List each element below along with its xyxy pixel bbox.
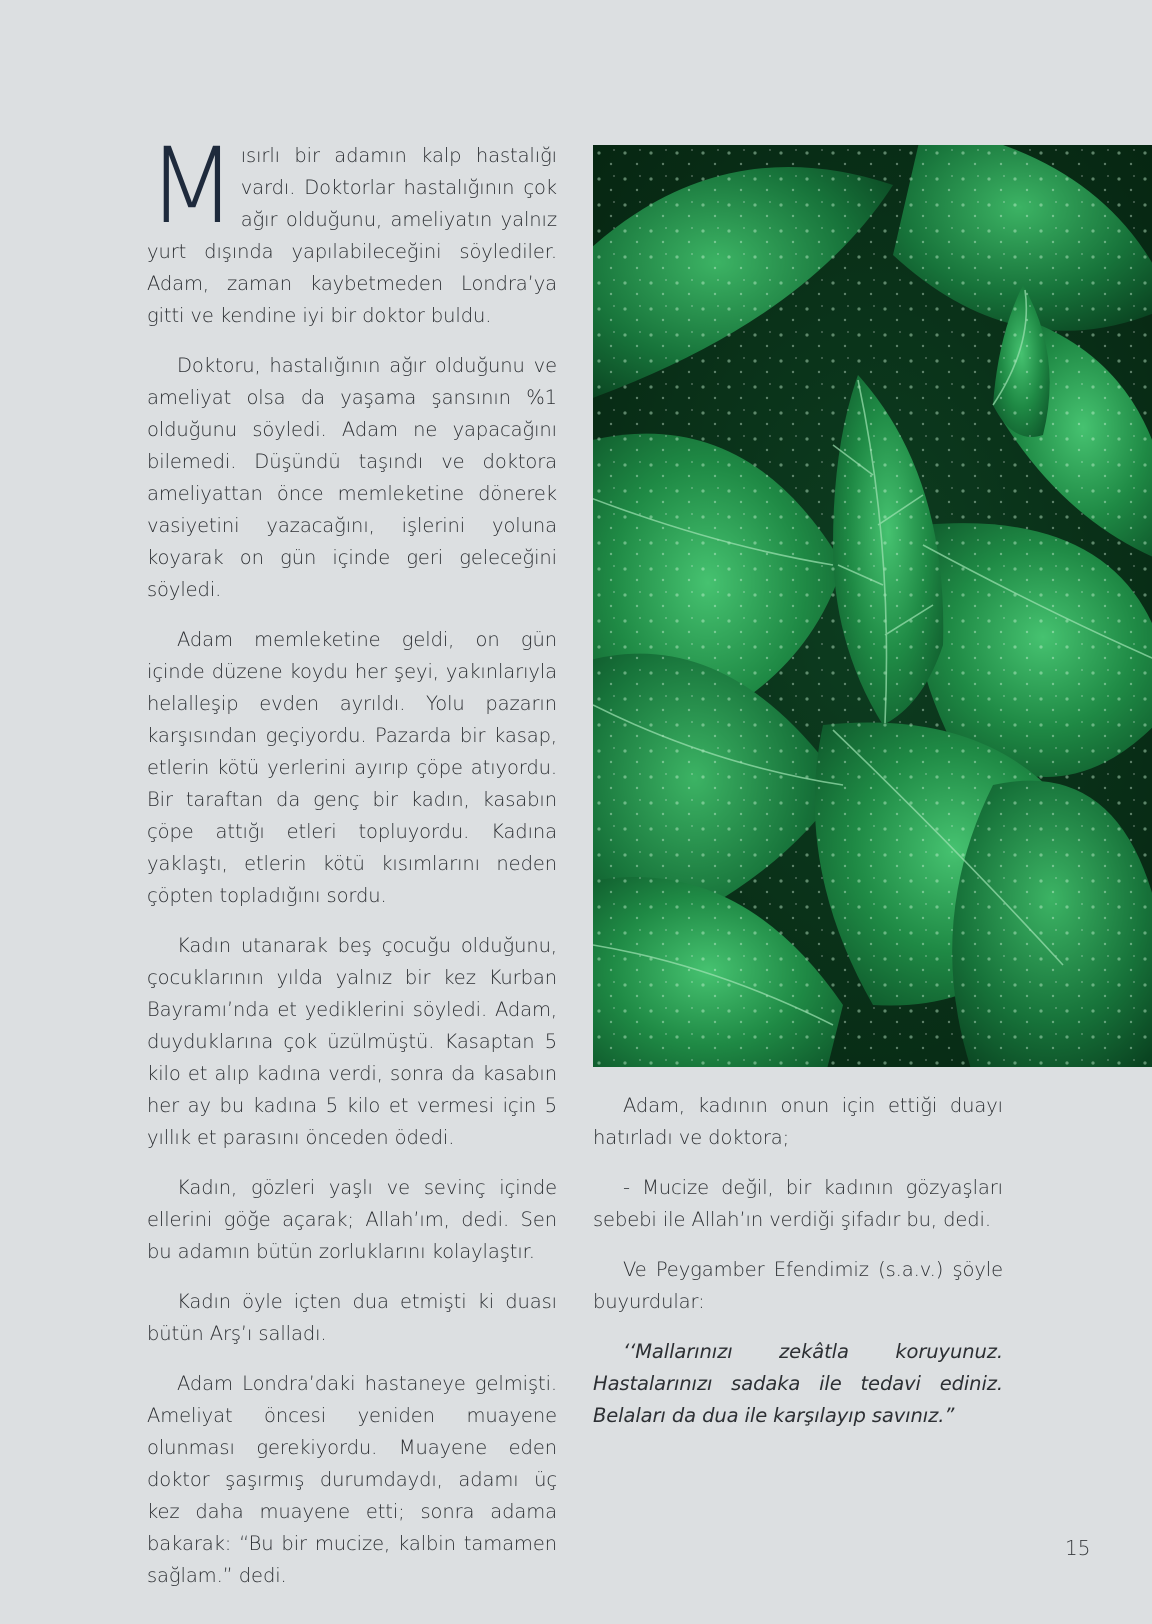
paragraph-3: Adam memleketine geldi, on gün içinde düzene koydu her şeyi, yakınlarıyla helalleşip evden ayrıldı. Yolu pazarın karşısından geçiyordu. Pazarda bir kasap, etlerin kötü yerlerini ayırıp çöpe atıyordu. Bir taraftan da genç bir kadın, kasabın çöpe attığı etleri topluyordu. Kadına yaklaştı, etlerin kötü kısımlarını neden çöpten topladığını sordu. (147, 628, 557, 907)
paragraph-10: Ve Peygamber Efendimiz (s.a.v.) şöyle buyurdular: (593, 1258, 1003, 1313)
paragraph-5: Kadın, gözleri yaşlı ve sevinç içinde ellerini göğe açarak; Allah’ım, dedi. Sen bu adamın bütün zorluklarını kolaylaştır. (147, 1176, 557, 1263)
hadith-quote: ‘‘Mallarınızı zekâtla koruyunuz. Hastalarınızı sadaka ile tedavi ediniz. Belaları da dua ile karşılayıp savınız.” (593, 1340, 1003, 1427)
paragraph-9: - Mucize değil, bir kadının gözyaşları sebebi ile Allah’ın verdiği şifadır bu, dedi. (593, 1176, 1003, 1231)
paragraph-2: Doktoru, hastalığının ağır olduğunu ve ameliyat olsa da yaşama şansının %1 olduğunu söyledi. Adam ne yapacağını bilemedi. Düşündü taşındı ve doktora ameliyattan önce memleketine dönerek vasiyetini yazacağını, işlerini yoluna koyarak on gün içinde geri geleceğini söyledi. (147, 354, 557, 601)
paragraph-1 (147, 125, 557, 332)
leaf-photo (593, 145, 1152, 1067)
paragraph-7: Adam Londra’daki hastaneye gelmişti. Ameliyat öncesi yeniden muayene olunması gerekiyordu. Muayene eden doktor şaşırmış durumdaydı, adamı üç kez daha muayene etti; sonra adama bakarak: “Bu bir mucize, kalbin tamamen sağlam.” dedi. (147, 1372, 557, 1587)
page-number: 15 (1065, 1536, 1091, 1560)
paragraph-4: Kadın utanarak beş çocuğu olduğunu, çocuklarının yılda yalnız bir kez Kurban Bayramı’nda et yediklerini söyledi. Adam, duyduklarına çok üzülmüştü. Kasaptan 5 kilo et alıp kadına verdi, sonra da kasabın her ay bu kadına 5 kilo et vermesi için 5 yıllık et parasını önceden ödedi. (147, 934, 557, 1149)
paragraph-6: Kadın öyle içten dua etmişti ki duası bütün Arş’ı salladı. (147, 1290, 557, 1345)
left-column (147, 125, 557, 1610)
paragraph-8: Adam, kadının onun için ettiği duayı hatırladı ve doktora; (593, 1094, 1003, 1149)
drop-cap-letter: M (147, 125, 233, 247)
paragraph-1-text: ısırlı bir adamın kalp hastalığı vardı. Doktorlar hastalığının çok ağır olduğunu, ameliyatın yalnız yurt dışında yapılabileceğini söylediler. Adam, zaman kaybetmeden Londra’ya gitti ve kendine iyi bir doktor buldu. (147, 144, 557, 327)
green-leaves-image (593, 145, 1152, 1067)
right-column (593, 1090, 1003, 1450)
